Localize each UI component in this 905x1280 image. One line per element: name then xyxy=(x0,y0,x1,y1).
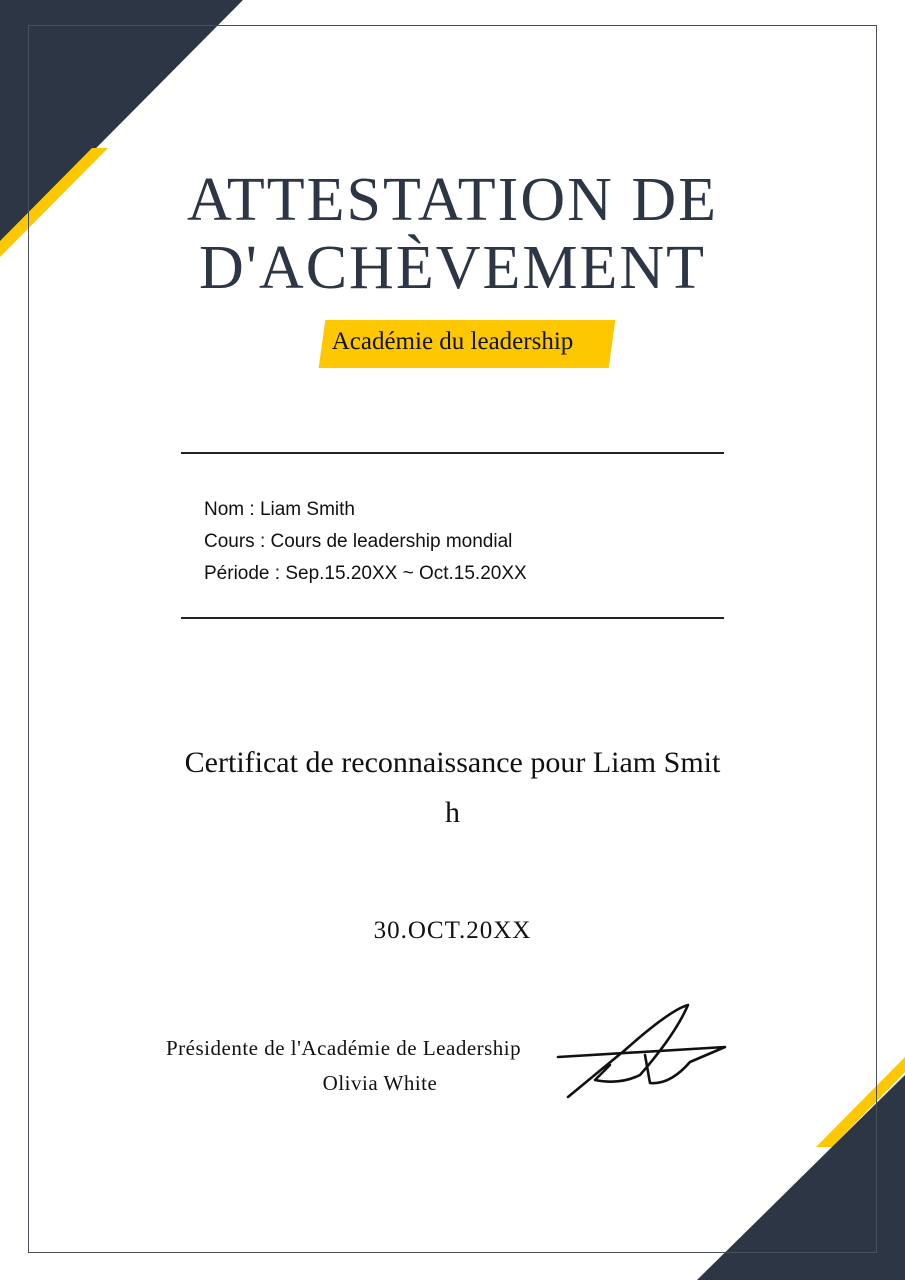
recognition-text: Certificat de reconnaissance pour Liam Smith xyxy=(184,746,721,829)
signer-name: Olivia White xyxy=(322,1071,438,1095)
info-course: Cours : Cours de leadership mondial xyxy=(204,531,513,552)
info-period: Période : Sep.15.20XX ~ Oct.15.20XX xyxy=(204,563,527,584)
signer-role: Présidente de l'Académie de Leadership xyxy=(166,1036,522,1060)
title-line-2: D'ACHÈVEMENT xyxy=(198,234,706,302)
certificate-date: 30.OCT.20XX xyxy=(373,917,532,944)
divider-top xyxy=(181,452,724,454)
academy-name: Académie du leadership xyxy=(331,328,574,355)
recipient-info xyxy=(204,494,527,590)
title-line-1: ATTESTATION DE xyxy=(186,166,719,234)
certificate-title xyxy=(0,166,905,302)
divider-bottom xyxy=(181,617,724,619)
info-name: Nom : Liam Smith xyxy=(204,499,355,520)
signature-image xyxy=(550,1000,740,1110)
